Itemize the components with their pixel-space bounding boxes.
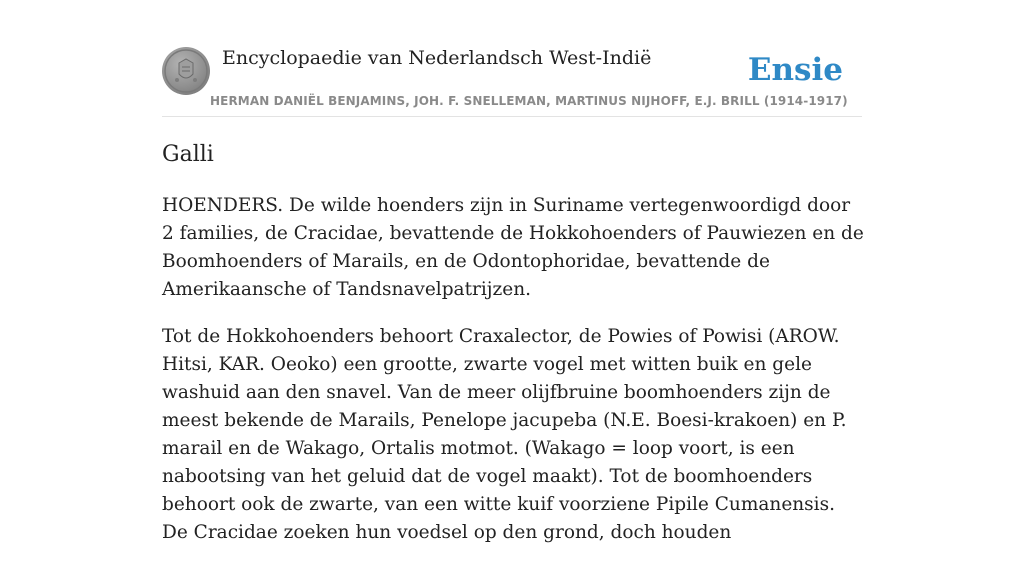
header [162,0,862,117]
book-title-link[interactable]: Encyclopaedie van Nederlandsch West-Indië [222,47,652,69]
article-paragraph: Tot de Hokkohoenders behoort Craxalector, de Powies of Powisi (AROW. Hitsi, KAR. Oeoko) een grootte, zwarte vogel met witten buik en gele washuid aan den snavel. Van de meer olijfbruine boomhoenders zijn de meest bekende de Marails, Penelope jacupeba (N.E. Boesi-krakoen) en P. marail en de Wakago, Ortalis motmot. (Wakago = loop voort, is een nabootsing van het geluid dat de vogel maakt). Tot de boomhoenders behoort ook de zwarte, van een witte kuif voorziene Pipile Cumanensis. De Cracidae zoeken hun voedsel op den grond, doch houden [162,326,847,543]
authors-line: HERMAN DANIËL BENJAMINS, JOH. F. SNELLEMAN, MARTINUS NIJHOFF, E.J. BRILL (1914-1917) [210,94,848,108]
page-container [162,0,864,543]
article-paragraph: HOENDERS. De wilde hoenders zijn in Suriname vertegenwoordigd door 2 families, de Cracidae, bevattende de Hokkohoenders of Pauwiezen en de Boomhoenders of Marails, en de Odontophoridae, bevattende de Amerikaansche of Tandsnavelpatrijzen. [162,195,864,300]
brand-logo[interactable]: Ensie [747,52,843,88]
coin-seal-icon[interactable] [162,47,210,95]
article-title: Galli [162,142,214,167]
article-body [162,192,866,566]
